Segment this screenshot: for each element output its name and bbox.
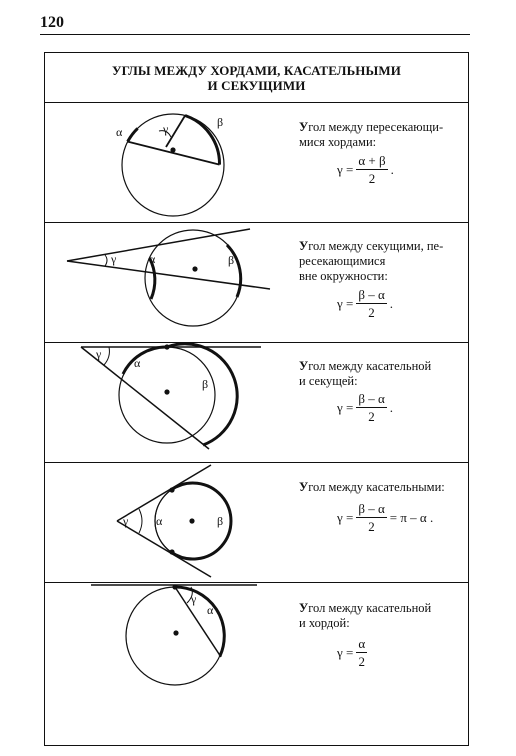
row-tangent-secant <box>45 343 468 463</box>
label-gamma: γ <box>111 252 117 266</box>
desc-secants-outside: Угол между секущими, пе- ресекающимися вне окружности: <box>299 239 444 283</box>
formula-tangent-chord: γ = $\frac{\alpha}{2}$ <box>337 636 366 669</box>
label-beta: β <box>228 253 235 267</box>
desc-intersecting-chords: Угол между пересекающи- мися хордами: <box>299 120 444 149</box>
row-intersecting-chords <box>45 103 468 223</box>
diagram-intersecting-chords <box>45 103 295 223</box>
label-alpha: α <box>149 252 156 266</box>
diagram-tangent-secant <box>45 343 295 463</box>
label-alpha: α <box>116 125 123 139</box>
label-beta: β <box>217 514 224 528</box>
reference-table <box>44 52 469 746</box>
label-beta: β <box>217 115 224 129</box>
formula-secants-outside: γ = $\frac{\beta - \alpha}{2}$ . <box>337 287 394 320</box>
label-gamma: γ <box>163 122 169 136</box>
label-alpha: α <box>134 356 141 370</box>
label-beta: β <box>202 377 209 391</box>
formula-two-tangents: γ = $\frac{\beta - \alpha}{2}$ = π – α . <box>337 501 434 534</box>
table-title <box>45 53 468 103</box>
label-gamma: γ <box>191 592 197 606</box>
row-tangent-chord <box>45 583 468 745</box>
diagram-secants-outside <box>45 223 295 343</box>
label-gamma: γ <box>123 514 129 528</box>
header-rule <box>40 34 470 35</box>
diagram-two-tangents <box>45 463 295 583</box>
table-title-line-1: УГЛЫ МЕЖДУ ХОРДАМИ, КАСАТЕЛЬНЫМИ <box>112 62 401 78</box>
table-title-line-2: И СЕКУЩИМИ <box>207 77 306 93</box>
label-gamma: γ <box>96 347 102 361</box>
row-secants-outside <box>45 223 468 343</box>
desc-two-tangents: Угол между касательными: <box>299 480 445 494</box>
formula-tangent-secant: γ = $\frac{\beta - \alpha}{2}$ . <box>337 391 394 424</box>
label-alpha: α <box>207 603 214 617</box>
formula-intersecting-chords: γ = $\frac{\alpha + \beta}{2}$ . <box>337 153 394 186</box>
row-two-tangents <box>45 463 468 583</box>
desc-tangent-chord: Угол между касательной и хордой: <box>299 601 432 630</box>
label-alpha: α <box>156 514 163 528</box>
desc-tangent-secant: Угол между касательной и секущей: <box>299 359 432 388</box>
diagram-tangent-chord <box>45 583 295 703</box>
page-number: 120 <box>40 14 64 31</box>
